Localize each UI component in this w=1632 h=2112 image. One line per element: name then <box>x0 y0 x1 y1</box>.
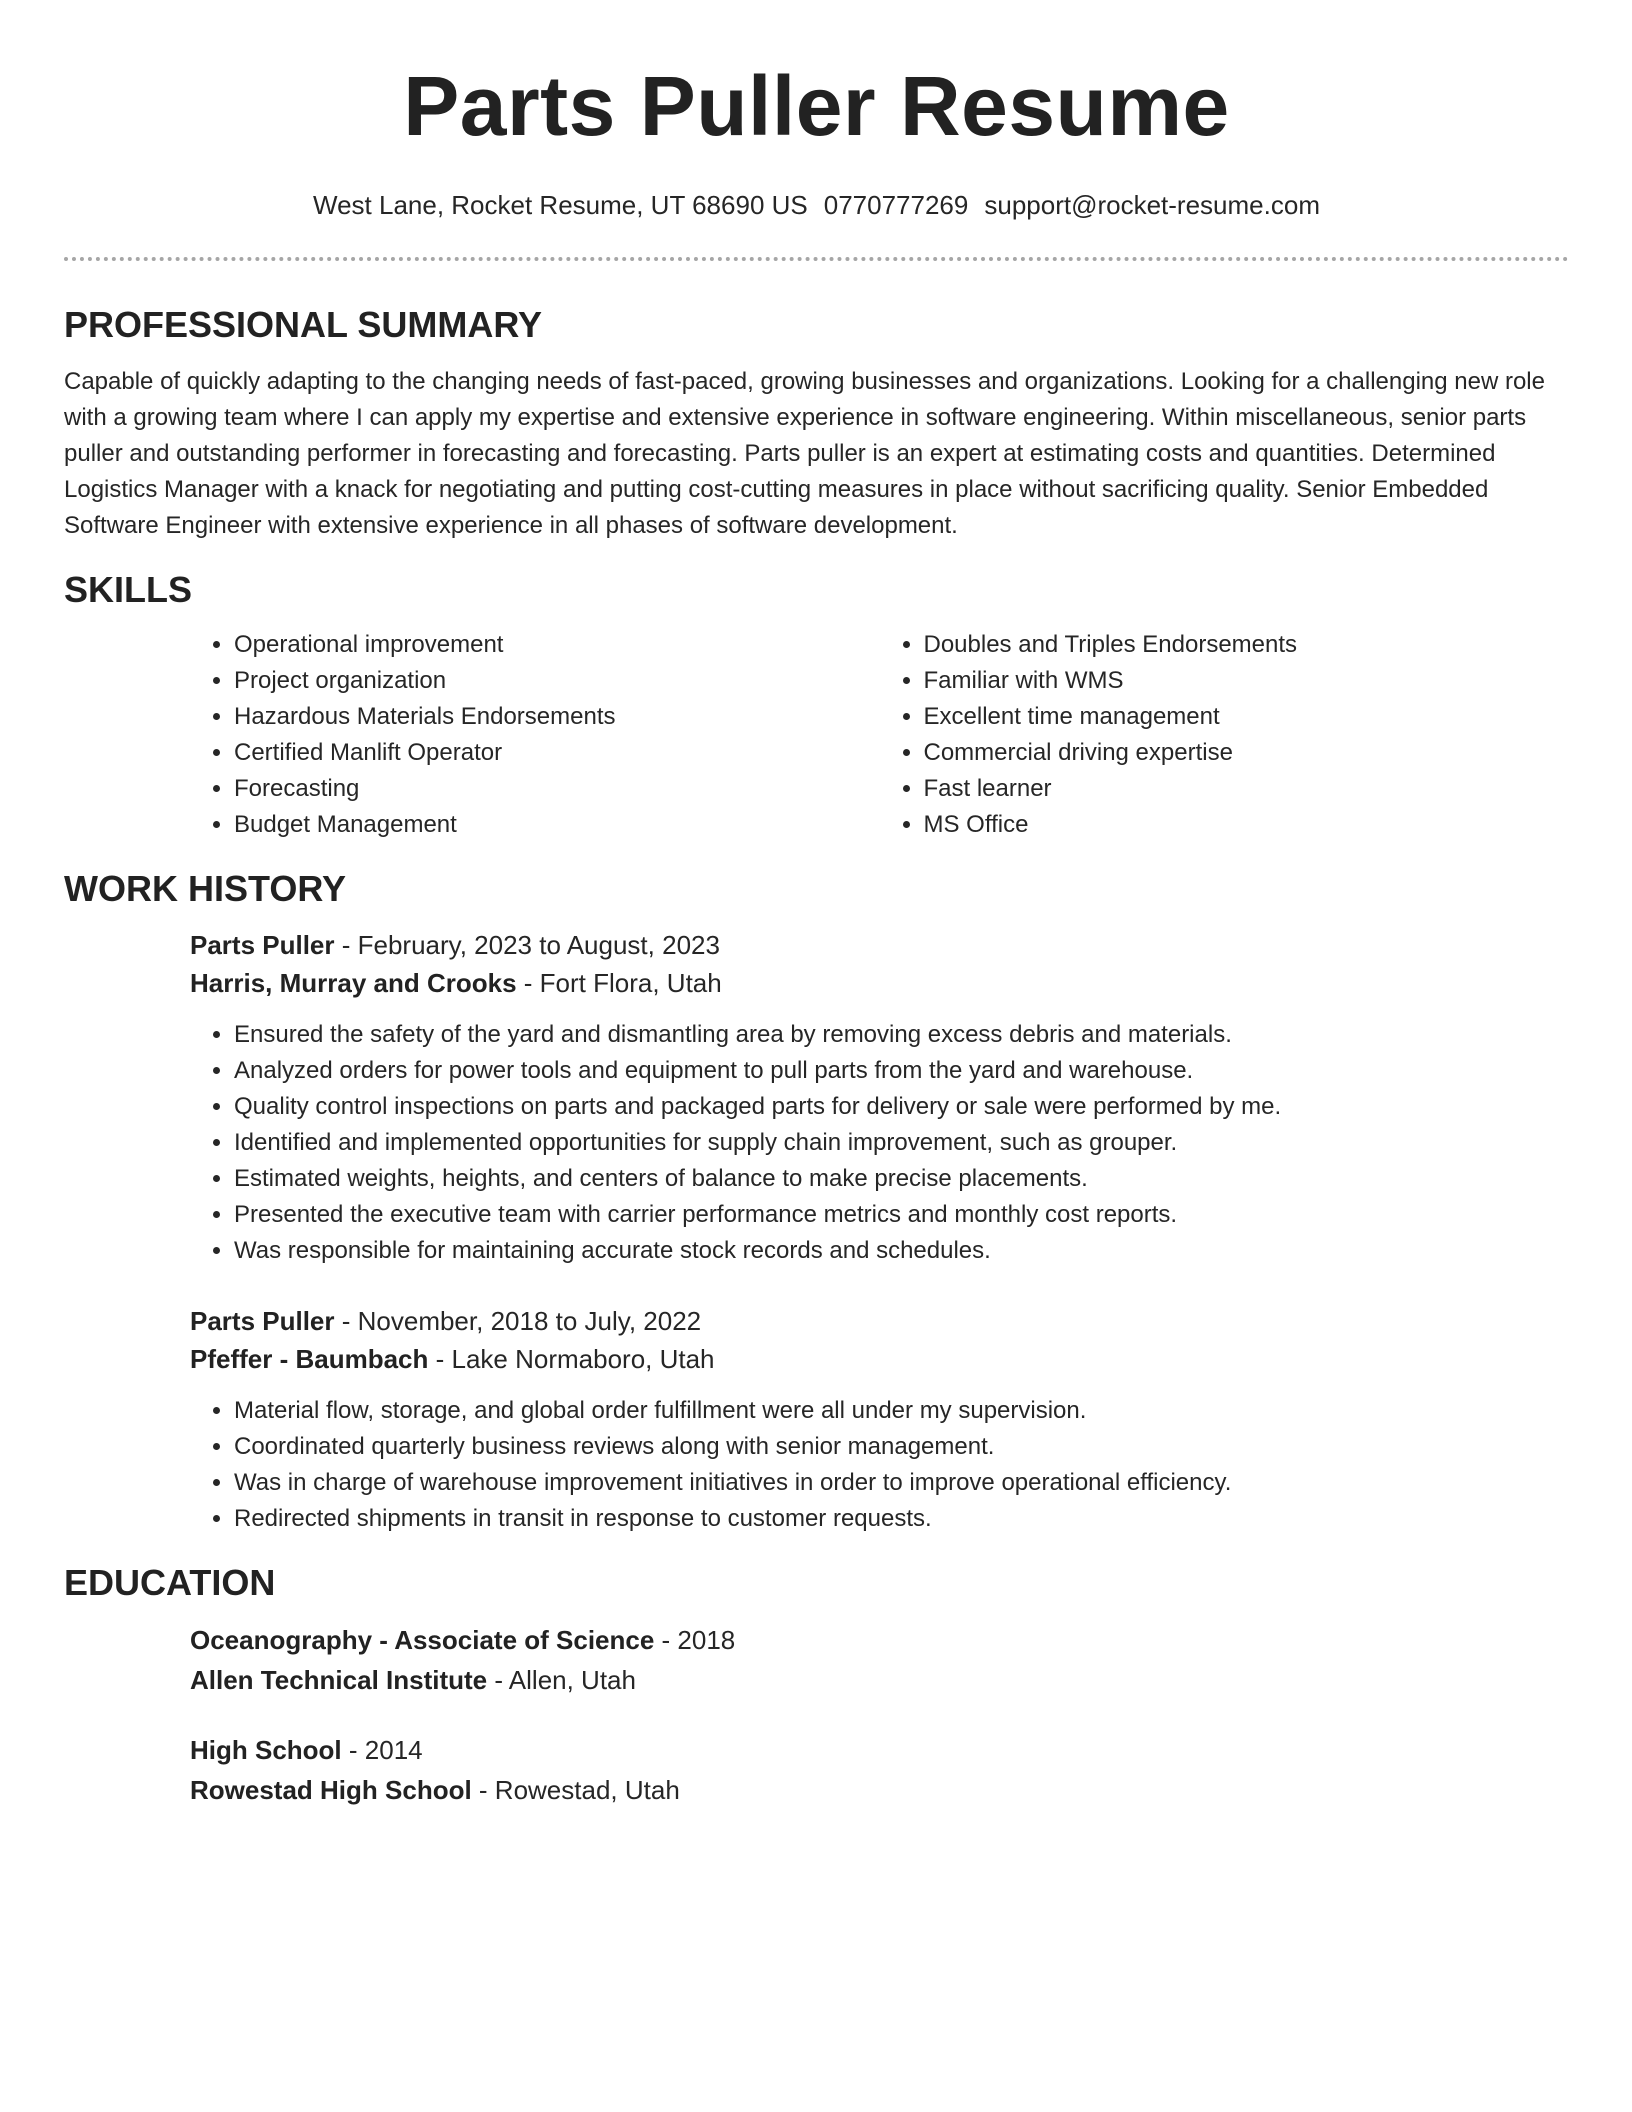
school-line <box>190 1660 1569 1700</box>
skill-item: • Commercial driving expertise <box>924 735 1570 771</box>
job-bullets <box>190 1017 1569 1269</box>
summary-section <box>64 303 1569 544</box>
contact-phone: 0770777269 <box>823 190 969 220</box>
job-location: - Fort Flora, Utah <box>516 968 722 998</box>
school-location: - Rowestad, Utah <box>471 1775 680 1805</box>
degree-year: - 2018 <box>654 1625 736 1655</box>
education-heading: EDUCATION <box>64 1562 276 1603</box>
job-company-line <box>190 964 1569 1002</box>
job-bullet: • Was responsible for maintaining accurate stock records and schedules. <box>234 1233 1569 1269</box>
job-entry <box>190 1302 1569 1537</box>
contact-line <box>64 188 1569 222</box>
skill-item: • Excellent time management <box>924 699 1570 735</box>
school-location: - Allen, Utah <box>487 1665 636 1695</box>
job-bullets <box>190 1393 1569 1537</box>
skill-item: • Budget Management <box>234 807 880 843</box>
resume-title: Parts Puller Resume <box>403 59 1230 153</box>
job-bullet: • Estimated weights, heights, and centers of balance to make precise placements. <box>234 1161 1569 1197</box>
job-company: Harris, Murray and Crooks <box>190 968 517 998</box>
job-bullet: • Material flow, storage, and global order fulfillment were all under my supervision. <box>234 1393 1569 1429</box>
job-bullet: • Ensured the safety of the yard and dismantling area by removing excess debris and materials. <box>234 1017 1569 1053</box>
job-role: Parts Puller <box>190 1306 335 1336</box>
school-name: Rowestad High School <box>190 1775 472 1805</box>
header-divider <box>64 257 1569 261</box>
job-company-line <box>190 1340 1569 1378</box>
degree-name: Oceanography - Associate of Science <box>190 1625 655 1655</box>
skills-heading: SKILLS <box>64 569 193 610</box>
education-entry <box>190 1620 1569 1700</box>
job-title-line <box>190 926 1569 964</box>
skill-item: • Certified Manlift Operator <box>234 735 880 771</box>
skill-item: • Forecasting <box>234 771 880 807</box>
job-bullet: • Quality control inspections on parts and packaged parts for delivery or sale were performed by me. <box>234 1089 1569 1125</box>
skill-item: • Doubles and Triples Endorsements <box>924 627 1570 663</box>
job-bullet: • Coordinated quarterly business reviews along with senior management. <box>234 1429 1569 1465</box>
summary-heading: PROFESSIONAL SUMMARY <box>64 304 543 345</box>
job-bullet: • Analyzed orders for power tools and equipment to pull parts from the yard and warehouse. <box>234 1053 1569 1089</box>
job-bullet: • Presented the executive team with carrier performance metrics and monthly cost reports. <box>234 1197 1569 1233</box>
contact-address: West Lane, Rocket Resume, UT 68690 US <box>313 190 808 220</box>
job-company: Pfeffer - Baumbach <box>190 1344 429 1374</box>
skill-item: • Familiar with WMS <box>924 663 1570 699</box>
degree-line <box>190 1730 1569 1770</box>
job-bullet: • Was in charge of warehouse improvement initiatives in order to improve operational efficiency. <box>234 1465 1569 1501</box>
contact-email: support@rocket-resume.com <box>984 190 1320 220</box>
job-role: Parts Puller <box>190 930 335 960</box>
job-entry <box>190 926 1569 1269</box>
work-heading: WORK HISTORY <box>64 868 347 909</box>
degree-name: High School <box>190 1735 342 1765</box>
job-bullet: • Identified and implemented opportunities for supply chain improvement, such as grouper. <box>234 1125 1569 1161</box>
job-bullet: • Redirected shipments in transit in response to customer requests. <box>234 1501 1569 1537</box>
skill-item: • MS Office <box>924 807 1570 843</box>
skills-section <box>64 568 1569 843</box>
resume-page <box>64 0 1569 1810</box>
skill-item: • Operational improvement <box>234 627 880 663</box>
school-line <box>190 1770 1569 1810</box>
job-dates: - February, 2023 to August, 2023 <box>334 930 720 960</box>
school-name: Allen Technical Institute <box>190 1665 488 1695</box>
job-dates: - November, 2018 to July, 2022 <box>334 1306 702 1336</box>
skill-item: • Fast learner <box>924 771 1570 807</box>
degree-year: - 2014 <box>341 1735 423 1765</box>
skill-item: • Project organization <box>234 663 880 699</box>
education-section <box>64 1561 1569 1810</box>
skills-list-left <box>190 627 880 843</box>
job-title-line <box>190 1302 1569 1340</box>
summary-text: Capable of quickly adapting to the changing needs of fast-paced, growing businesses and organizations. Looking for a challenging new role with a growing team where I can apply my expertise and extensive experience in software engineering. Within miscellaneous, senior parts puller and outstanding performer in forecasting and forecasting. Parts puller is an expert at estimating costs and quantities. Determined Logistics Manager with a knack for negotiating and putting cost-cutting measures in place without sacrificing quality. Senior Embedded Software Engineer with extensive experience in all phases of software development. <box>64 368 1545 539</box>
education-entry <box>190 1730 1569 1810</box>
job-location: - Lake Normaboro, Utah <box>428 1344 715 1374</box>
skills-columns <box>190 627 1569 843</box>
work-section <box>64 867 1569 1537</box>
degree-line <box>190 1620 1569 1660</box>
skills-list-right <box>880 627 1570 843</box>
skill-item: • Hazardous Materials Endorsements <box>234 699 880 735</box>
